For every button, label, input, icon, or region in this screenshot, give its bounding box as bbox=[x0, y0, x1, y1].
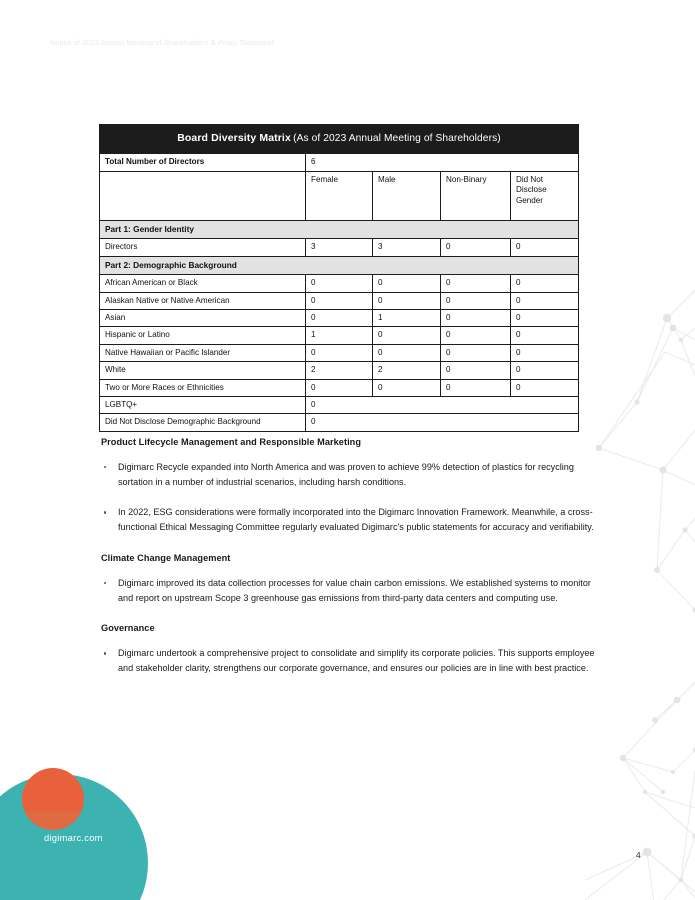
list-item bbox=[101, 460, 595, 489]
bullet-list bbox=[101, 576, 595, 605]
list-item-text: Digimarc improved its data collection processes for value chain carbon emissions. We established systems to monitor and report on upstream Scope 3 greenhouse gas emissions from third-party data centers and computing use. bbox=[118, 577, 591, 603]
bullet-list bbox=[101, 646, 595, 675]
logo-text: digimarc.com bbox=[44, 832, 103, 843]
row-value-not-disclosed: 0 bbox=[511, 327, 579, 344]
row-value-male: 3 bbox=[373, 239, 441, 256]
row-value-male: 0 bbox=[373, 292, 441, 309]
list-item-text: Digimarc undertook a comprehensive project to consolidate and simplify its corporate policies. This supports employee and stakeholder clarity, strengthens our corporate governance, and ensures our policies are in line with best practice. bbox=[118, 648, 595, 674]
board-diversity-matrix bbox=[99, 124, 578, 432]
row-value-non-binary: 0 bbox=[441, 327, 511, 344]
row-value-total: 0 bbox=[306, 414, 579, 431]
network-decoration-graphic bbox=[585, 280, 695, 900]
row-label: Asian bbox=[100, 310, 306, 327]
matrix-part1-header-row bbox=[100, 220, 579, 239]
running-header-title: Notice of 2023 Annual Meeting of Shareholders & Proxy Statement bbox=[50, 38, 274, 47]
table-row bbox=[100, 292, 579, 309]
row-value-male: 0 bbox=[373, 379, 441, 396]
row-value-not-disclosed: 0 bbox=[511, 362, 579, 379]
table-row bbox=[100, 327, 579, 344]
row-value-not-disclosed: 0 bbox=[511, 239, 579, 256]
row-value-non-binary: 0 bbox=[441, 344, 511, 361]
part1-label: Part 1: Gender Identity bbox=[100, 220, 579, 239]
row-value-male: 0 bbox=[373, 275, 441, 292]
matrix-title-strong: Board Diversity Matrix bbox=[177, 132, 291, 144]
section-climate-change bbox=[101, 553, 595, 605]
list-item-text: Digimarc Recycle expanded into North America and was proven to achieve 99% detection of plastics for recycling sortation in a number of industrial scenarios, including harsh conditions. bbox=[118, 462, 574, 487]
row-value-female: 3 bbox=[306, 239, 373, 256]
row-value-female: 2 bbox=[306, 362, 373, 379]
row-value-not-disclosed: 0 bbox=[511, 292, 579, 309]
matrix-table bbox=[99, 124, 579, 432]
bullet-list bbox=[101, 460, 595, 535]
row-value-not-disclosed: 0 bbox=[511, 310, 579, 327]
bullet-dot-icon bbox=[104, 466, 106, 468]
row-value-total: 0 bbox=[306, 396, 579, 413]
row-value-non-binary: 0 bbox=[441, 379, 511, 396]
matrix-part2-header-row bbox=[100, 256, 579, 275]
part2-label: Part 2: Demographic Background bbox=[100, 256, 579, 275]
row-label: Native Hawaiian or Pacific Islander bbox=[100, 344, 306, 361]
row-label: Alaskan Native or Native American bbox=[100, 292, 306, 309]
row-value-female: 0 bbox=[306, 310, 373, 327]
category-header-did-not-disclose-gender: Did Not Disclose Gender bbox=[511, 171, 579, 220]
row-label: Directors bbox=[100, 239, 306, 256]
row-value-female: 0 bbox=[306, 275, 373, 292]
table-row bbox=[100, 396, 579, 413]
table-row bbox=[100, 344, 579, 361]
page-content bbox=[101, 437, 595, 676]
row-value-not-disclosed: 0 bbox=[511, 275, 579, 292]
matrix-title-cell bbox=[100, 125, 579, 154]
table-row bbox=[100, 275, 579, 292]
table-row bbox=[100, 362, 579, 379]
section-governance bbox=[101, 623, 595, 675]
section-heading: Product Lifecycle Management and Responsible Marketing bbox=[101, 437, 362, 447]
row-value-non-binary: 0 bbox=[441, 292, 511, 309]
row-value-male: 0 bbox=[373, 344, 441, 361]
row-value-female: 0 bbox=[306, 292, 373, 309]
row-value-female: 0 bbox=[306, 379, 373, 396]
row-value-non-binary: 0 bbox=[441, 362, 511, 379]
list-item-text: In 2022, ESG considerations were formally incorporated into the Digimarc Innovation Framework. Meanwhile, a cross-functional Ethical Messaging Committee regularly evaluated Digimarc's public statements for accuracy and verifiability. bbox=[118, 507, 594, 533]
category-header-blank bbox=[100, 171, 306, 220]
row-value-female: 1 bbox=[306, 327, 373, 344]
row-label: African American or Black bbox=[100, 275, 306, 292]
row-value-non-binary: 0 bbox=[441, 275, 511, 292]
row-value-not-disclosed: 0 bbox=[511, 379, 579, 396]
list-item bbox=[101, 646, 595, 675]
total-directors-label: Total Number of Directors bbox=[100, 154, 306, 171]
row-value-not-disclosed: 0 bbox=[511, 344, 579, 361]
bullet-dot-icon bbox=[104, 582, 106, 584]
category-header-non-binary: Non-Binary bbox=[441, 171, 511, 220]
total-directors-value: 6 bbox=[306, 154, 579, 171]
matrix-title-sub: (As of 2023 Annual Meeting of Shareholders) bbox=[293, 133, 501, 144]
bullet-dot-icon bbox=[104, 511, 106, 513]
matrix-total-row bbox=[100, 154, 579, 171]
row-value-female: 0 bbox=[306, 344, 373, 361]
category-header-female: Female bbox=[306, 171, 373, 220]
list-item bbox=[101, 576, 595, 605]
table-row bbox=[100, 239, 579, 256]
bullet-dot-icon bbox=[104, 652, 106, 654]
row-value-male: 2 bbox=[373, 362, 441, 379]
matrix-category-header-row bbox=[100, 171, 579, 220]
row-value-non-binary: 0 bbox=[441, 239, 511, 256]
list-item bbox=[101, 505, 595, 534]
table-row bbox=[100, 379, 579, 396]
section-heading: Governance bbox=[101, 623, 155, 634]
row-value-male: 0 bbox=[373, 327, 441, 344]
digimarc-logo bbox=[0, 760, 148, 900]
matrix-title-row bbox=[100, 125, 579, 154]
row-label: White bbox=[100, 362, 306, 379]
section-heading: Climate Change Management bbox=[101, 552, 231, 563]
table-row bbox=[100, 414, 579, 431]
row-value-male: 1 bbox=[373, 310, 441, 327]
row-value-non-binary: 0 bbox=[441, 310, 511, 327]
table-row bbox=[100, 310, 579, 327]
row-label: Two or More Races or Ethnicities bbox=[100, 379, 306, 396]
page-number: 4 bbox=[636, 850, 641, 860]
category-header-male: Male bbox=[373, 171, 441, 220]
row-label: LGBTQ+ bbox=[100, 396, 306, 413]
section-product-lifecycle bbox=[101, 437, 595, 535]
row-label: Hispanic or Latino bbox=[100, 327, 306, 344]
row-label: Did Not Disclose Demographic Background bbox=[100, 414, 306, 431]
